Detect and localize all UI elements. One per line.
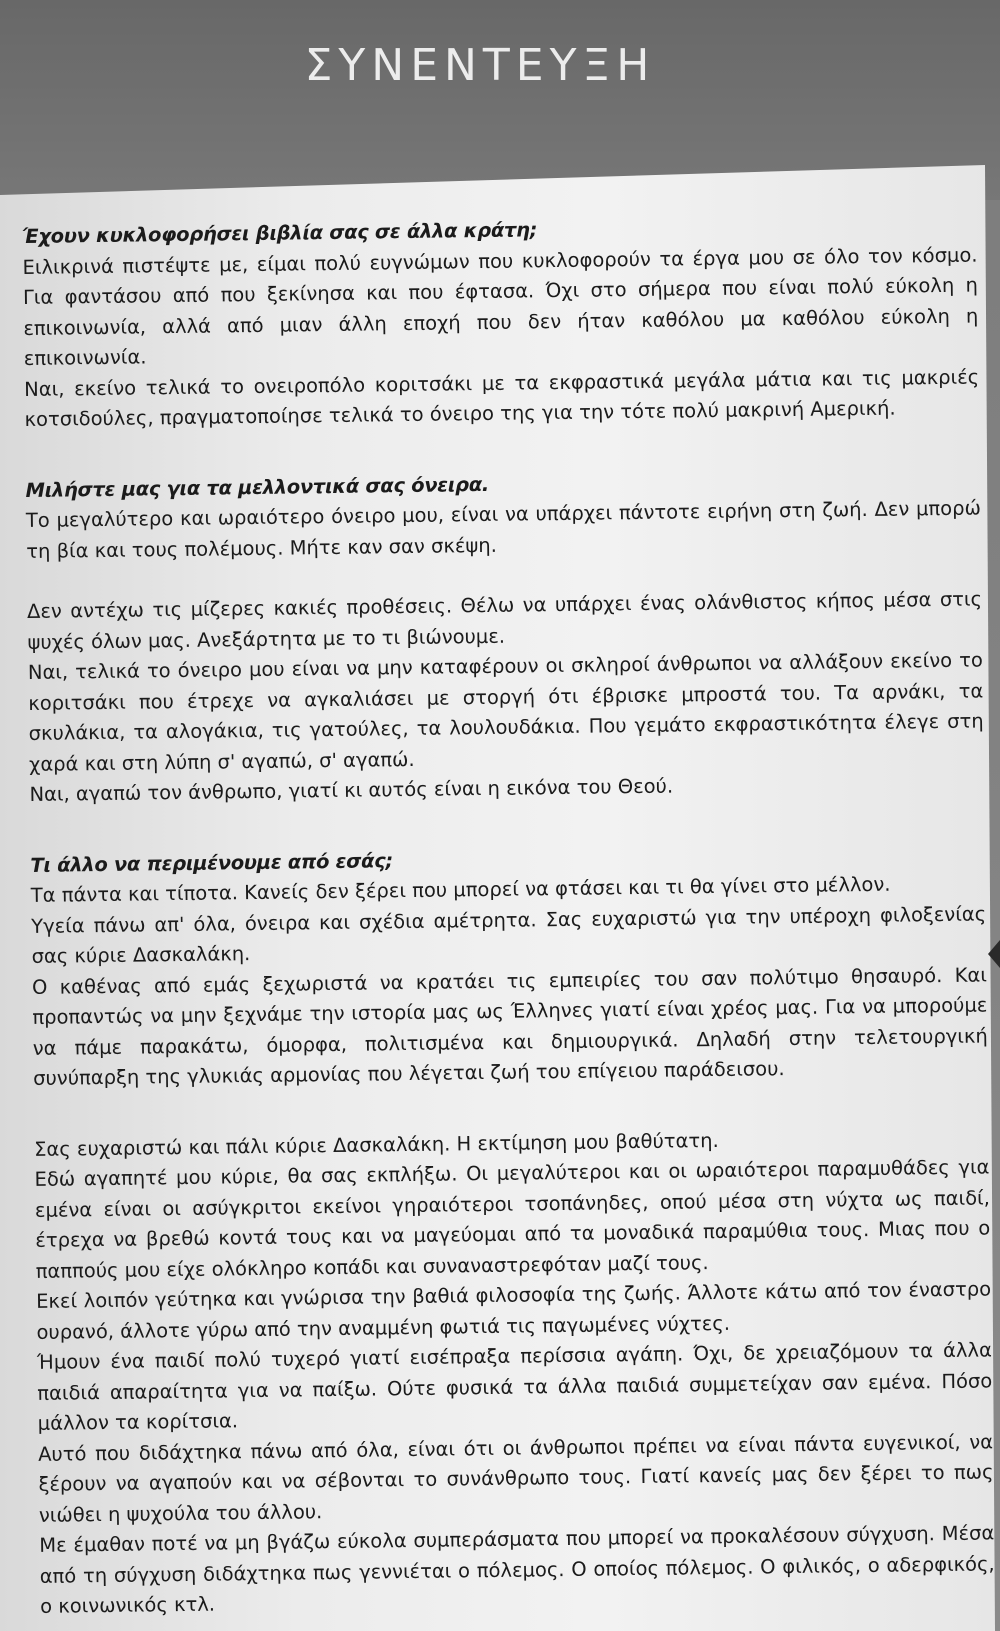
answer-paragraph: Ναι, εκείνο τελικά το ονειροπόλο κοριτσάκι με τα εκφραστικά μεγάλα μάτια και τις μακριές κοτσιδούλες, πραγματοποίησε τελικά το όνειρο της για την τότε πολύ μακρινή Αμερική.: [24, 364, 980, 431]
answer-paragraph: Εκεί λοιπόν γεύτηκα και γνώρισα την βαθιά φιλοσοφία της ζωής. Άλλοτε κάτω από τον έναστρο ουρανό, άλλοτε γύρω από την αναμμένη φωτιά τις παγωμένες νύχτες.: [35, 1277, 992, 1344]
answer-paragraph: Σας ευχαριστώ και πάλι κύριε Δασκαλάκη. Η εκτίμηση μου βαθύτατη.: [33, 1128, 719, 1161]
question-heading: Τι άλλο να περιμένουμε από εσάς;: [30, 848, 394, 877]
page-title: ΣΥΝΕΝΤΕΥΞΗ: [304, 40, 656, 91]
answer-paragraph: Ήμουν ένα παιδί πολύ τυχερό γιατί εισέπραξα περίσσια αγάπη. Όχι, δε χρειαζόμουν τα άλλα παιδιά απαραίτητα για να παίξω. Ούτε φυσικά τα άλλα παιδιά συμμετείχαν σαν εμένα. Πόσο μάλλον τα κορίτσια.: [36, 1338, 993, 1435]
answer-paragraph: Ναι, αγαπώ τον άνθρωπο, γιατί κι αυτός είναι η εικόνα του Θεού.: [29, 774, 674, 806]
answer-paragraph: Ναι, τελικά το όνειρο μου είναι να μην καταφέρουν οι σκληροί άνθρωποι να αλλάξουν εκείνο το κοριτσάκι που έτρεχε να αγκαλιάσει με στοργή ότι έβρισκε μπροστά του. Τα αρνάκι, τα σκυλάκια, τα αλογάκια, τις γατούλες, τα λουλουδάκια. Που γεμάτο εκφραστικότητα έλεγε στη χαρά και στη λύπη σ' αγαπώ, σ' αγαπώ.: [27, 648, 984, 776]
answer-paragraph: Με έμαθαν ποτέ να μη βγάζω εύκολα συμπεράσματα που μπορεί να προκαλέσουν σύγχυση. Μέσα από τη σύγχυση διδάχτηκα πως γεννιέται ο πόλεμος. Ο οποίος πόλεμος. Ο φιλικός, ο αδερφικός, ο κοινωνικός κτλ.: [39, 1521, 995, 1618]
answer-paragraph: Δεν αντέχω τις μίζερες κακιές προθέσεις. Θέλω να υπάρχει ένας ολάνθιστος κήπος μέσα στις ψυχές όλων μας. Ανεξάρτητα με το τι βιώνουμε.: [26, 587, 983, 654]
question-heading: Μιλήστε μας για τα μελλοντικά σας όνειρα.: [25, 472, 490, 502]
answer-paragraph: Υγεία πάνω απ' όλα, όνειρα και σχέδια αμέτρητα. Σας ευχαριστώ για την υπέροχη φιλοξενίας σας κύριε Δασκαλάκη.: [31, 901, 987, 968]
answer-paragraph: Το μεγαλύτερο και ωραιότερο όνειρο μου, είναι να υπάρχει πάντοτε ειρήνη στη ζωή. Δεν μπορώ τη βία και τους πολέμους. Μήτε καν σαν σκέψη.: [25, 496, 981, 563]
answer-paragraph: Αυτό που διδάχτηκα πάνω από όλα, είναι ότι οι άνθρωποι πρέπει να είναι πάντα ευγενικοί, να ξέρουν να αγαπούν και να σέβονται το συνάνθρωπο τους. Γιατί κανείς μας δεν ξέρει το πως νιώθει η ψυχούλα του άλλου.: [37, 1429, 994, 1527]
page-edge-tab: [988, 940, 1000, 968]
interview-body: [22, 209, 995, 1622]
question-heading: Έχουν κυκλοφορήσει βιβλία σας σε άλλα κράτη;: [22, 218, 538, 248]
answer-paragraph: Ο καθένας από εμάς ξεχωριστά να κρατάει τις εμπειρίες του σαν πολύτιμο θησαυρό. Και προπαντώς να μην ξεχνάμε την ιστορία μας ως Έλληνες γιατί είναι χρέος μας. Για να μπορούμε να πάμε παρακάτω, όμορφα, πολιτισμένα και δημιουργικά. Δηλαδή στην τελετουργική συνύπαρξη της γλυκιάς αρμονίας που λέγεται ζωή του επίγειου παράδεισου.: [31, 962, 988, 1090]
answer-paragraph: Ειλικρινά πιστέψτε με, είμαι πολύ ευγνώμων που κυκλοφορούν τα έργα μου σε όλο τον κόσμο. Για φαντάσου από που ξεκίνησα και που έφτασα. Όχι στο σήμερα που είναι πολύ εύκολη η επικοινωνία, αλλά από μιαν άλλη εποχή που δεν ήταν καθόλου μα καθόλου εύκολη η επικοινωνία.: [22, 242, 979, 370]
answer-paragraph: Τα πάντα και τίποτα. Κανείς δεν ξέρει που μπορεί να φτάσει και τι θα γίνει στο μέλλον.: [30, 872, 891, 907]
answer-paragraph: Εδώ αγαπητέ μου κύριε, θα σας εκπλήξω. Οι μεγαλύτεροι και οι ωραιότεροι παραμυθάδες για εμένα είναι οι ασύγκριτοι εκείνοι γηραιότεροι τσοπάνηδες, οπού μέσα στη νύχτα ως παιδί, έτρεχα να βρεθώ κοντά τους και να μαγεύομαι από τα μοναδικά παραμύθια τους. Μιας που ο παππούς μου είχε ολόκληρο κοπάδι και συναναστρεφόταν μαζί τους.: [34, 1155, 991, 1283]
